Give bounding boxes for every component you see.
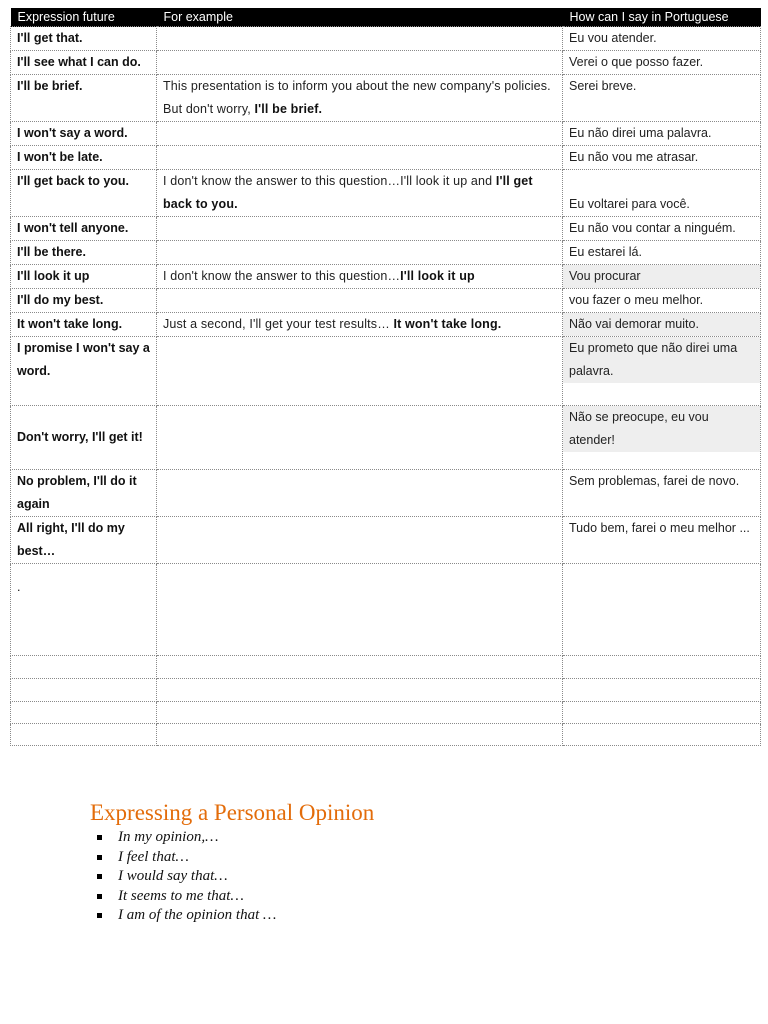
portuguese-cell: Eu não vou contar a ninguém. [563,217,761,241]
table-row [11,146,761,170]
square-bullet-icon [97,874,102,879]
table-row [11,170,761,217]
portuguese-cell [563,564,761,656]
expression-cell: I'll get that. [11,27,157,51]
empty-cell [11,656,157,679]
example-cell [157,517,563,564]
list-item [90,887,374,907]
table-row [11,122,761,146]
list-item [90,848,374,868]
list-item [90,867,374,887]
table-row [11,217,761,241]
empty-cell [157,656,563,679]
portuguese-cell: Verei o que posso fazer. [563,51,761,75]
example-cell [157,27,563,51]
portuguese-cell [563,313,761,337]
example-text: Just a second, I'll get your test results… [163,317,394,331]
table-row [11,564,761,656]
example-highlight: It won't take long. [393,317,502,331]
example-text: This presentation is to inform you about the new company's policies. But don't worry, [163,79,551,116]
example-cell [157,170,563,217]
portuguese-cell [563,337,761,406]
list-item-text: I would say that… [118,868,228,884]
table-row [11,51,761,75]
table-row [11,406,761,470]
example-cell [157,51,563,75]
empty-cell [11,724,157,746]
table-row [11,241,761,265]
expression-cell: I promise I won't say a word. [11,337,157,406]
square-bullet-icon [97,894,102,899]
table-row [11,289,761,313]
expression-cell: No problem, I'll do it again [11,470,157,517]
portuguese-cell [563,265,761,289]
portuguese-cell: Eu não direi uma palavra. [563,122,761,146]
list-item-text: In my opinion,… [118,829,219,845]
empty-cell [563,702,761,724]
table-row [11,656,761,679]
table-header-row [11,8,761,27]
square-bullet-icon [97,913,102,918]
header-example: For example [157,8,563,27]
example-highlight: I'll get back to you. [163,174,533,211]
table-row [11,517,761,564]
square-bullet-icon [97,835,102,840]
expression-cell: I'll be there. [11,241,157,265]
table-row [11,679,761,702]
empty-cell [11,679,157,702]
expression-cell: I'll do my best. [11,289,157,313]
example-cell [157,217,563,241]
expression-cell: I'll look it up [11,265,157,289]
opinion-heading: Expressing a Personal Opinion [90,800,375,825]
expressions-table [10,8,761,746]
example-text: I don't know the answer to this question…I'll look it up and [163,174,496,188]
example-cell [157,241,563,265]
portuguese-cell: Eu não vou me atrasar. [563,146,761,170]
example-cell [157,337,563,406]
expression-cell: I'll see what I can do. [11,51,157,75]
portuguese-cell [563,406,761,470]
empty-cell [11,702,157,724]
table-row [11,470,761,517]
expression-cell: It won't take long. [11,313,157,337]
example-cell [157,146,563,170]
list-item-text: I am of the opinion that … [118,907,277,923]
square-bullet-icon [97,855,102,860]
expression-cell: I won't tell anyone. [11,217,157,241]
list-item-text: It seems to me that… [118,887,244,904]
opinion-section [90,798,374,926]
example-highlight: I'll be brief. [254,102,323,116]
list-item [90,828,374,848]
portuguese-text: Vou procurar [563,265,760,288]
portuguese-cell: Eu voltarei para você. [563,170,761,217]
empty-cell [157,702,563,724]
table-row [11,27,761,51]
expression-cell: I'll be brief. [11,75,157,122]
empty-cell [157,724,563,746]
example-cell [157,406,563,470]
portuguese-text: Eu prometo que não direi uma palavra. [563,337,760,383]
example-cell [157,265,563,289]
expression-cell: . [11,564,157,656]
empty-cell [563,656,761,679]
portuguese-text: Não se preocupe, eu vou atender! [563,406,760,452]
empty-cell [157,679,563,702]
portuguese-cell: Eu vou atender. [563,27,761,51]
example-highlight: I'll look it up [400,269,475,283]
example-cell [157,289,563,313]
empty-cell [563,724,761,746]
portuguese-cell: Tudo bem, farei o meu melhor ... [563,517,761,564]
table-row [11,265,761,289]
portuguese-cell: Sem problemas, farei de novo. [563,470,761,517]
example-cell [157,122,563,146]
example-cell [157,564,563,656]
table-row [11,75,761,122]
example-cell [157,313,563,337]
example-text: I don't know the answer to this question… [163,269,401,283]
portuguese-cell: Serei breve. [563,75,761,122]
example-cell [157,470,563,517]
expression-cell: All right, I'll do my best… [11,517,157,564]
portuguese-text: Não vai demorar muito. [563,313,760,336]
list-item-text: I feel that… [118,848,189,865]
expression-cell: I won't say a word. [11,122,157,146]
portuguese-cell: Eu estarei lá. [563,241,761,265]
expression-cell: I'll get back to you. [11,170,157,217]
header-portuguese: How can I say in Portuguese [563,8,761,27]
table-row [11,702,761,724]
opinion-list [90,828,374,926]
expression-cell: Don't worry, I'll get it! [11,406,157,470]
example-cell [157,75,563,122]
table-row [11,724,761,746]
header-expression: Expression future [11,8,157,27]
table-row [11,313,761,337]
table-row [11,337,761,406]
portuguese-cell: vou fazer o meu melhor. [563,289,761,313]
expression-cell: I won't be late. [11,146,157,170]
list-item [90,906,374,926]
empty-cell [563,679,761,702]
